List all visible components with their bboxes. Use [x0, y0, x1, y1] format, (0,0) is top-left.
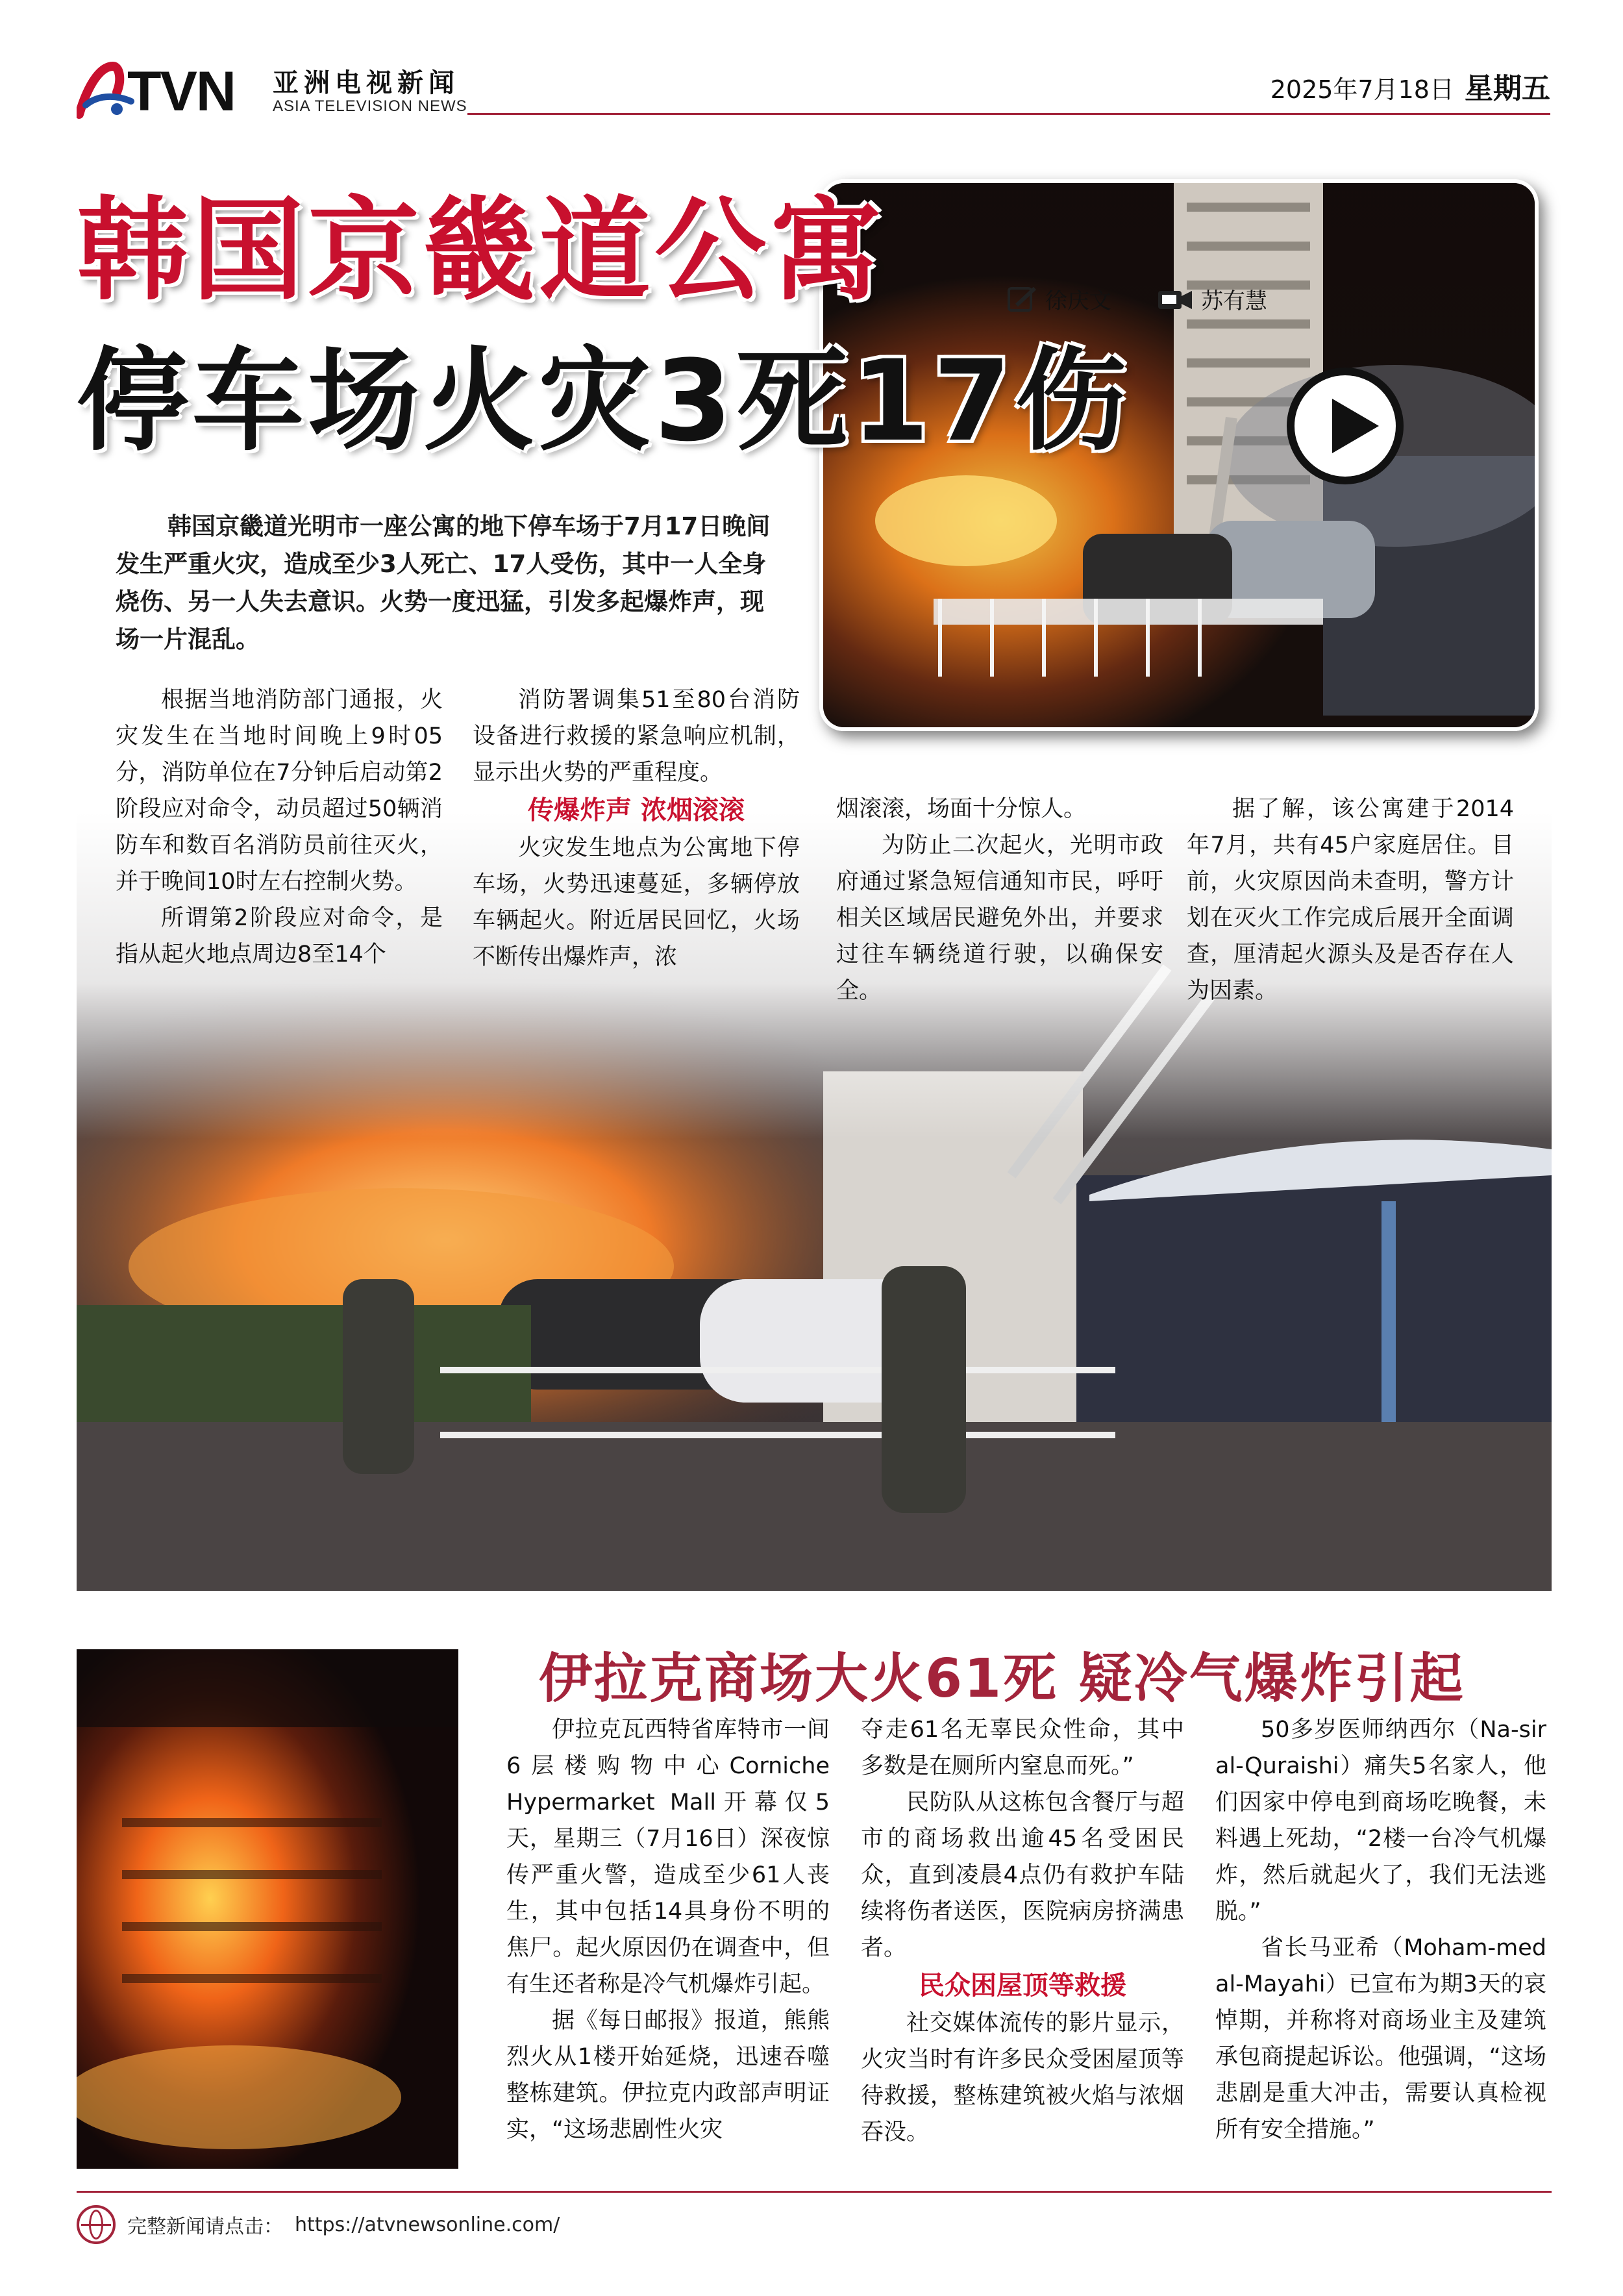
issue-date	[1270, 65, 1550, 106]
footer-label: 完整新闻请点击：	[127, 2215, 283, 2238]
mall-fire-image	[77, 1649, 458, 2169]
logo-text: TVN	[127, 60, 235, 123]
video-camera-icon	[1157, 286, 1193, 313]
credit-camera	[1157, 283, 1267, 315]
iraq-col2-paragraph: 民防队从这栋包含餐厅与超市的商场救出逾45名受困民众，直到凌晨4点仍有救护车陆续将伤者送医，医院病房挤满患者。	[861, 1790, 1184, 1961]
main-col2-paragraph: 火灾发生地点为公寓地下停车场，火势迅速蔓延，多辆停放车辆起火。附近居民回忆，火场不断传出爆炸声，浓	[473, 835, 800, 970]
atvn-logo[interactable]	[77, 60, 245, 122]
main-subheading: 传爆炸声 浓烟滚滚	[528, 795, 745, 825]
footer-rule	[77, 2191, 1552, 2193]
weekday-text: 星期五	[1465, 72, 1550, 105]
main-col-1	[116, 682, 443, 973]
credit-writer	[1008, 283, 1111, 315]
iraq-subheading: 民众困屋顶等救援	[919, 1971, 1126, 2001]
main-headline-line2: 停车场火灾3死17伤	[77, 336, 1131, 466]
main-col-2	[473, 682, 800, 975]
writer-name: 徐庆文	[1045, 288, 1111, 314]
main-headline-line1: 韩国京畿道公寓	[77, 185, 886, 316]
camera-name: 苏有慧	[1201, 288, 1267, 314]
main-col2-paragraph: 消防署调集51至80台消防设备进行救援的紧急响应机制，显示出火势的严重程度。	[473, 687, 800, 786]
date-text: 2025年7月18日	[1270, 75, 1454, 104]
website-link[interactable]: https://atvnewsonline.com/	[295, 2213, 560, 2236]
main-col1-paragraph: 所谓第2阶段应对命令，是指从起火地点周边8至14个	[116, 905, 443, 967]
iraq-col1-paragraph: 伊拉克瓦西特省库特市一间6层楼购物中心Corniche Hypermarket Mall开幕仅5天，星期三（7月16日）深夜惊传严重火警，造成至少61人丧生，其中包括14具身份不明的焦尸。起火原因仍在调查中，但有生还者称是冷气机爆炸引起。	[506, 1717, 830, 1997]
footer	[77, 2205, 560, 2244]
iraq-col2-paragraph: 夺走61名无辜民众性命，其中多数是在厕所内窒息而死。”	[861, 1717, 1184, 1779]
iraq-col3-paragraph: 50多岁医师纳西尔（Na-sir al-Quraishi）痛失5名家人，他们因家中停电到商场吃晚餐，未料遇上死劫，“2楼一台冷气机爆炸，然后就起火了，我们无法逃脱。”	[1215, 1717, 1546, 1925]
brand-name-en: ASIA TELEVISION NEWS	[273, 97, 467, 115]
iraq-col1-paragraph: 据《每日邮报》报道，熊熊烈火从1楼开始延烧，迅速吞噬整栋建筑。伊拉克内政部声明证实，“这场悲剧性火灾	[506, 2008, 830, 2143]
iraq-col-1	[506, 1712, 830, 2148]
iraq-mall-fire-photo	[77, 1649, 458, 2169]
iraq-col2-paragraph: 社交媒体流传的影片显示，火灾当时有许多民众受困屋顶等待救援，整栋建筑被火焰与浓烟吞没。	[861, 2010, 1184, 2145]
pen-icon	[1008, 286, 1037, 313]
iraq-col3-paragraph: 省长马亚希（Moham-med al-Mayahi）已宣布为期3天的哀悼期，并称将对商场业主及建筑承包商提起诉讼。他强调，“这场悲剧是重大冲击，需要认真检视所有安全措施。”	[1215, 1935, 1546, 2143]
brand-name-cn: 亚洲电视新闻	[273, 68, 460, 98]
iraq-col-3	[1215, 1712, 1546, 2148]
main-col-4	[1187, 791, 1514, 1009]
globe-icon	[77, 2205, 116, 2244]
main-col3-paragraph: 烟滚滚，场面十分惊人。	[836, 796, 1087, 822]
iraq-col-2	[861, 1712, 1184, 2151]
second-headline: 伊拉克商场大火61死 疑冷气爆炸引起	[539, 1648, 1465, 1710]
main-col3-paragraph: 为防止二次起火，光明市政府通过紧急短信通知市民，呼吁相关区域居民避免外出，并要求过往车辆绕道行驶，以确保安全。	[836, 832, 1163, 1004]
header-rule	[467, 113, 1550, 115]
main-col1-paragraph: 根据当地消防部门通报，火灾发生在当地时间晚上9时05分，消防单位在7分钟后启动第2阶段应对命令，动员超过50辆消防车和数百名消防员前往灭火，并于晚间10时左右控制火势。	[116, 687, 443, 895]
logo-swoosh-icon	[77, 60, 135, 122]
lead-paragraph: 韩国京畿道光明市一座公寓的地下停车场于7月17日晚间发生严重火灾，造成至少3人死亡、17人受伤，其中一人全身烧伤、另一人失去意识。火势一度迅猛，引发多起爆炸声，现场一片混乱。	[116, 512, 771, 653]
main-col-3	[836, 791, 1163, 1009]
main-col4-paragraph: 据了解，该公寓建于2014年7月，共有45户家庭居住。目前，火灾原因尚未查明，警方计划在灭火工作完成后展开全面调查，厘清起火源头及是否存在人为因素。	[1187, 796, 1514, 1004]
video-play-button[interactable]	[1287, 368, 1404, 484]
